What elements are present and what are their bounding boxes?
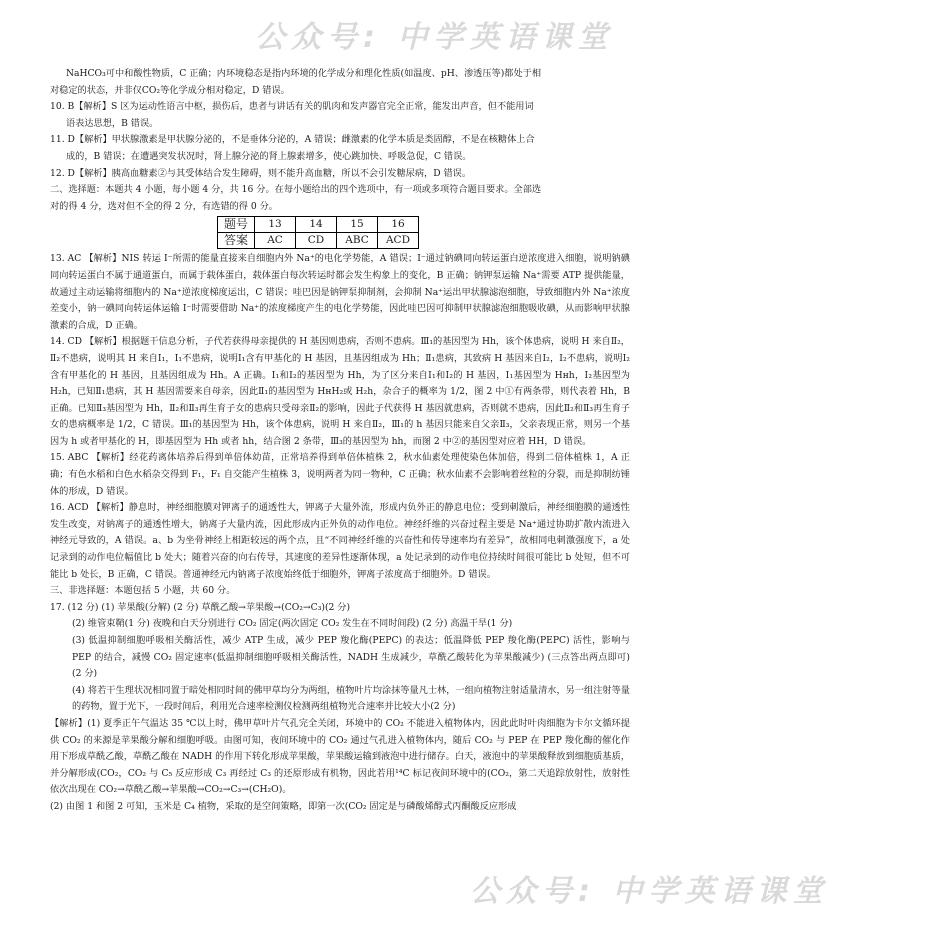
- section-heading: 三、非选择题：本题包括 5 小题，共 60 分。: [50, 585, 236, 597]
- answer-cell: ACD: [378, 233, 419, 249]
- answer-paragraph-17: 17. (12 分) (1) 苹果酸(分解) (2 分) 草酰乙酸→苹果酸→(CO₂→C₃)(2 分): [50, 601, 351, 613]
- answer-cell: ABC: [337, 233, 378, 249]
- answer-cell: CD: [296, 233, 337, 249]
- answer-table-answer-label: 答案: [218, 233, 255, 249]
- text-line: 12. D【解析】胰高血糖素②与其受体结合发生障碍，则不能升高血糖，所以不会引发糖尿病，D 错误。: [50, 167, 472, 179]
- question-number: 15: [337, 217, 378, 233]
- watermark-top: 公众号: 中学英语课堂: [255, 20, 614, 55]
- text-line: 对的得 4 分，选对但不全的得 2 分，有选错的得 0 分。: [50, 200, 278, 212]
- question-number: 16: [378, 217, 419, 233]
- answer-paragraph-16: 16. ACD 【解析】静息时，神经细胞膜对钾离子的通透性大，钾离子大量外流，形成内负外正的静息电位；受到刺激后，神经细胞膜的通透性发生改变，对钠离子的通透性增大，钠离子大量内流，因此形成内正外负的动作电位。神经纤维的兴奋过程主要是 Na⁺通过协助扩散内流进入神经元导致的，A 错误。a、b 为坐骨神经上相距较远的两个点，且“不同神经纤维的兴奋性和传导速率均有差异”，故相同电刺激强度下，a 处记录到的动作电位幅值比 b 处大；随着兴奋的向右传导，其速度的差异性逐渐体现，a 处记录到的动作电位持续时间很可能比 b 处短，但不可能比 b 处长，B 正确，C 错误。普通神经元内钠离子浓度始终低于细胞外，钾离子浓度高于细胞外。D 错误。: [50, 502, 630, 580]
- answer-subpart: (2) 维管束鞘(1 分) 夜晚和白天分别进行 CO₂ 固定(两次固定 CO₂ 发生在不同时间段) (2 分) 高温干旱(1 分): [72, 618, 513, 630]
- answer-paragraph-15: 15. ABC 【解析】经花药离体培养后得到单倍体幼苗，正常培养得到单倍体植株 2，秋水仙素处理使染色体加倍，得到二倍体植株 1，A 正确；有色水稻和白色水稻杂交得到 F₁，F₁ 自交能产生植株 3，说明两者为同一物种，C 正确；秋水仙素不会影响着丝粒的分裂，而是抑制纺锤体的形成，D 错误。: [50, 452, 630, 497]
- text-line: 成的，B 错误；在遭遇突发状况时，肾上腺分泌的肾上腺素增多，使心跳加快、呼吸急促，C 错误。: [66, 150, 472, 162]
- text-line: NaHCO₃可中和酸性物质，C 正确；内环境稳态是指内环境的化学成分和理化性质(如温度、pH、渗透压等)都处于相: [66, 68, 542, 79]
- text-line: 10. B【解析】S 区为运动性语言中枢，损伤后，患者与讲话有关的肌肉和发声器官完全正常，能发出声音，但不能用词: [50, 101, 534, 113]
- answer-document: [50, 66, 630, 816]
- section-heading: 二、选择题：本题共 4 小题，每小题 4 分，共 16 分。在每小题给出的四个选项中，有一项或多项符合题目要求。全部选: [50, 184, 542, 196]
- answer-table-header-label: 题号: [218, 217, 255, 233]
- text-line: 语表达思想，B 错误。: [66, 117, 159, 129]
- question-number: 14: [296, 217, 337, 233]
- explanation-paragraph: (2) 由图 1 和图 2 可知，玉米是 C₄ 植物，采取的是空间策略，即第一次(CO₂ 固定是与磷酸烯醇式丙酮酸反应形成: [50, 800, 517, 812]
- question-number: 13: [255, 217, 296, 233]
- answer-paragraph-13: 13. AC 【解析】NIS 转运 I⁻所需的能量直接来自细胞内外 Na⁺的电化学势能，A 错误；I⁻通过钠碘同向转运蛋白逆浓度进入细胞，说明钠碘同向转运蛋白不属于通道蛋白，而属于载体蛋白，载体蛋白每次转运时都会发生构象上的变化，B 正确；钠钾泵运输 Na⁺需要 ATP 提供能量，故通过主动运输将细胞内的 Na⁺逆浓度梯度运出，C 错误；哇巴因是钠钾泵抑制剂，会抑制 Na⁺运出甲状腺滤泡细胞，导致细胞内外 Na⁺浓度差变小，钠一碘同向转运体运输 I⁻时需要借助 Na⁺的浓度梯度产生的电化学势能，因此哇巴因可抑制甲状腺滤泡细胞吸收碘，从而影响甲状腺激素的合成，D 正确。: [50, 253, 630, 331]
- text-line: 对稳定的状态，并非仅CO₂等化学成分相对稳定，D 错误。: [50, 84, 290, 96]
- explanation-paragraph: 【解析】(1) 夏季正午气温达 35 ℃以上时，佛甲草叶片气孔完全关闭，环境中的 CO₂ 不能进入植物体内，因此此时叶肉细胞为卡尔文循环提供 CO₂ 的来源是苹果酸分解和细胞呼吸。由图可知，夜间环境中的 CO₂ 通过气孔进入植物体内，随后 CO₂ 与 PEP 在 PEP 羧化酶的催化作用下形成草酰乙酸，草酰乙酸在 NADH 的作用下转化形成苹果酸，苹果酸运输到液泡中进行储存。白天，液泡中的苹果酸释放到细胞质基质，并分解形成(CO₂，CO₂ 与 C₅ 反应形成 C₃ 再经过 C₃ 的还原形成有机物，因此若用¹⁴C 标记夜间环境中的(CO₂，第二天追踪放射性，放射性依次出现在 CO₂→草酰乙酸→苹果酸→CO₂→C₃→(CH₂O)。: [50, 717, 630, 796]
- answer-cell: AC: [255, 233, 296, 249]
- answer-paragraph-14: 14. CD 【解析】根据题干信息分析，子代若获得母亲提供的 H 基因则患病，否则不患病。Ⅲ₁的基因型为 Hh，该个体患病，说明 H 来自Ⅱ₂，Ⅱ₂不患病，说明其 H 来自Ⅰ₁，Ⅰ₁不患病，说明Ⅰ₁含有甲基化的 H 基因，且基因组成为 Hh；Ⅱ₁患病，其致病 H 基因来自Ⅰ₂，Ⅰ₂不患病，说明Ⅰ₂含有甲基化的 H 基因，且基因组成为 Hh。A 正确。Ⅰ₁和Ⅰ₂的基因型为 Hh，为了区分来自Ⅰ₁和Ⅰ₂的 H 基因，Ⅰ₁基因型为 Hʜh，Ⅰ₂基因型为 H₂h，已知Ⅱ₁患病，其 H 基因需要来自母亲，因此Ⅱ₁的基因型为 HʜH₂或 H₂h，杂合子的概率为 1/2，图 2 中①有两条带，则代表着 Hh，B 正确。已知Ⅱ₃基因型为 Hh，Ⅱ₂和Ⅱ₃再生育子女的患病只受母亲Ⅱ₂的影响，因此子代获得 H 基因就患病，否则就不患病，因此Ⅱ₂和Ⅱ₃再生育子女的患病概率是 1/2，C 错误。Ⅲ₁的基因型为 Hh，该个体患病，说明 H 来自Ⅱ₂，Ⅲ₁的 h 基因只能来自父亲Ⅱ₃，父亲表现正常，则另一个基因为 h 或者甲基化的 H，即基因型为 Hh 或者 hh，结合图 2 条带，Ⅲ₃的基因型为 hh，而图 2 中②的基因型对应着 HH，D 错误。: [50, 336, 630, 447]
- watermark-bottom: 公众号: 中学英语课堂: [470, 874, 829, 909]
- answer-table: [217, 216, 419, 249]
- text-line: 11. D【解析】甲状腺激素是甲状腺分泌的，不是垂体分泌的，A 错误；雌激素的化学本质是类固醇，不是在核糖体上合: [50, 134, 535, 146]
- answer-subpart: (3) 低温抑制细胞呼吸相关酶活性，减少 ATP 生成，减少 PEP 羧化酶(PEPC) 的表达；低温降低 PEP 羧化酶(PEPC) 活性，影响与 PEP 的结合，减慢 CO₂ 固定速率(低温抑制细胞呼吸相关酶活性，NADH 生成减少，草酰乙酸转化为苹果酸减少) (三点答出两点即可) (2 分): [72, 635, 630, 680]
- answer-subpart: (4) 将若干生理状况相同置于暗处相同时间的佛甲草均分为两组，植物叶片均涂抹等量凡士林，一组向植物注射适量清水，另一组注射等量的药物，置于光下，一段时间后，利用光合速率检测仪检测两组植物光合速率并比较大小(2 分): [72, 684, 630, 713]
